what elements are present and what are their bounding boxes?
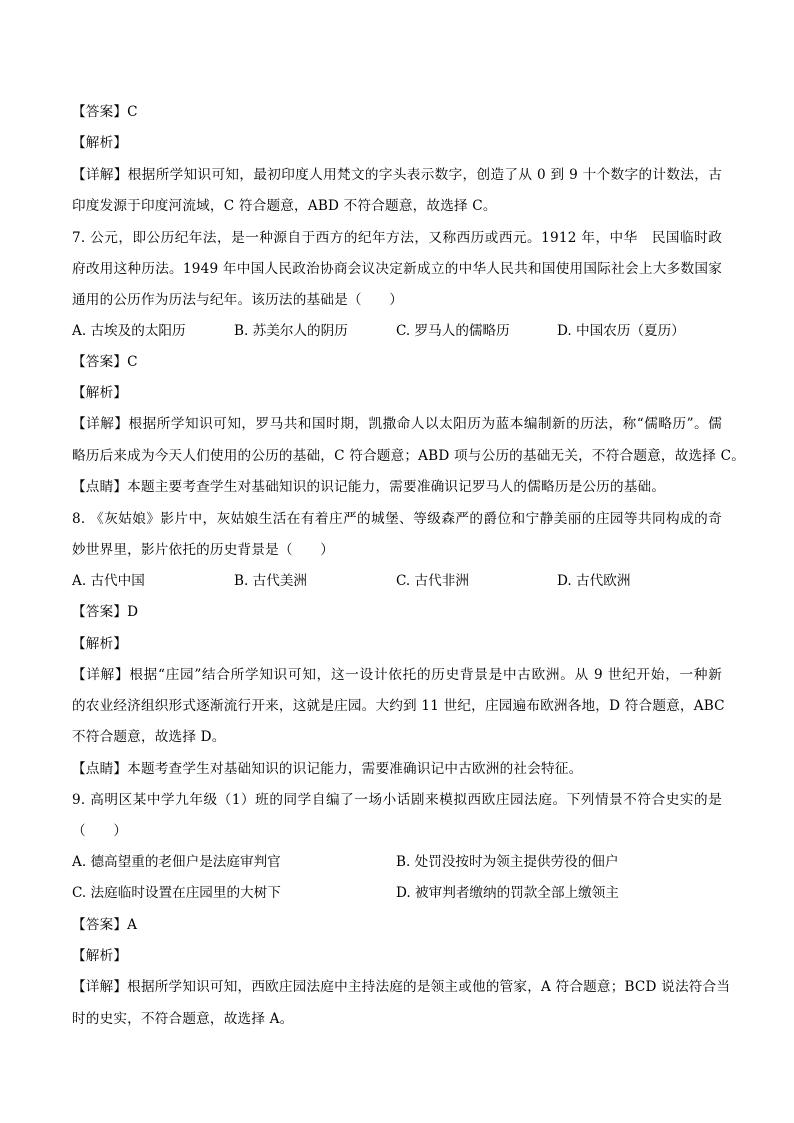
point-text: 【点睛】本题考查学生对基础知识的识记能力，需要准确识记中古欧洲的社会特征。 [72,761,583,777]
question-7-stem: 7. 公元，即公历纪年法，是一种源自于西方的纪年方法，又称西历或西元。1912 年，中华 民国临时政 [72,230,722,246]
option-c: C. 罗马人的儒略历 [396,323,510,339]
question-9-stem: （ ） [72,823,128,839]
detail-text: 的农业经济组织形式逐渐流行开来，这就是庄园。大约到 11 世纪，庄园遍布欧洲各地，D 符合题意，ABC [72,698,725,714]
detail-text: 不符合题意，故选择 D。 [72,729,226,745]
detail-text: 略历后来成为今天人们使用的公历的基础，C 符合题意；ABD 项与公历的基础无关，不符合题意，故选择 C。 [72,448,745,464]
analysis-label: 【解析】 [72,948,128,964]
question-7-stem: 府改用这种历法。1949 年中国人民政治协商会议决定新成立的中华人民共和国使用国际社会上大多数国家 [72,261,722,277]
analysis-label: 【解析】 [72,385,128,401]
answer-label: 【答案】D [72,604,139,620]
option-a: A. 古代中国 [72,573,145,589]
detail-text: 【详解】根据所学知识可知，西欧庄园法庭中主持法庭的是领主或他的管家，A 符合题意；BCD 说法符合当 [72,979,731,995]
option-b: B. 处罚没按时为领主提供劳役的佃户 [396,854,619,870]
option-b: B. 苏美尔人的阴历 [234,323,348,339]
detail-text: 印度发源于印度河流域，C 符合题意，ABD 不符合题意，故选择 C。 [72,198,497,214]
detail-text: 【详解】根据所学知识可知，最初印度人用梵文的字头表示数字，创造了从 0 到 9 十个数字的计数法，古 [72,167,722,183]
option-c: C. 古代非洲 [396,573,469,589]
option-d: D. 古代欧洲 [557,573,631,589]
point-text: 【点睛】本题主要考查学生对基础知识的识记能力，需要准确识记罗马人的儒略历是公历的基础。 [72,479,666,495]
option-a: A. 德高望重的老佃户是法庭审判官 [72,854,281,870]
option-c: C. 法庭临时设置在庄园里的大树下 [72,885,281,901]
option-b: B. 古代美洲 [234,573,308,589]
answer-label: 【答案】C [72,354,138,370]
question-7-stem: 通用的公历作为历法与纪年。该历法的基础是（ ） [72,292,404,308]
analysis-label: 【解析】 [72,135,128,151]
detail-text: 时的史实，不符合题意，故选择 A。 [72,1011,294,1027]
detail-text: 【详解】根据所学知识可知，罗马共和国时期，凯撒命人以太阳历为蓝本编制新的历法，称“儒略历”。儒 [72,416,722,432]
answer-label: 【答案】A [72,917,138,933]
question-9-stem: 9. 高明区某中学九年级（1）班的同学自编了一场小话剧来模拟西欧庄园法庭。下列情景不符合史实的是 [72,792,722,808]
question-8-stem: 妙世界里，影片依托的历史背景是（ ） [72,542,335,558]
option-d: D. 中国农历（夏历） [557,323,685,339]
option-d: D. 被审判者缴纳的罚款全部上缴领主 [396,885,619,901]
question-8-stem: 8. 《灰姑娘》影片中，灰姑娘生活在有着庄严的城堡、等级森严的爵位和宁静美丽的庄园等共同构成的奇 [72,511,722,527]
detail-text: 【详解】根据“庄园”结合所学知识可知，这一设计依托的历史背景是中古欧洲。从 9 世纪开始，一种新 [72,667,722,683]
answer-label: 【答案】C [72,104,138,120]
option-a: A. 古埃及的太阳历 [72,323,186,339]
analysis-label: 【解析】 [72,636,128,652]
